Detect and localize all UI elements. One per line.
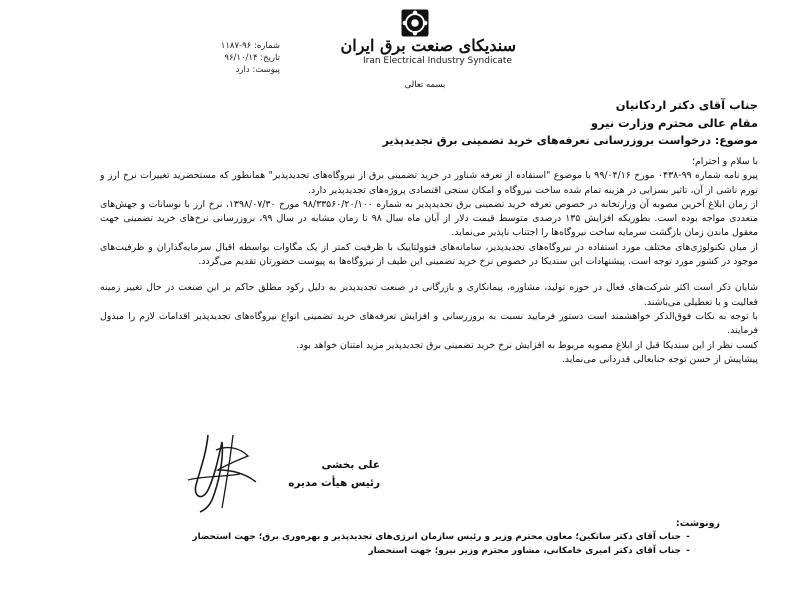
closing-line: پیشاپیش از حسن توجه جنابعالی قدردانی می‌نماید. <box>561 353 758 365</box>
cc-title: رونوشت: <box>675 518 720 529</box>
letter-date: تاریخ: ۹۶/۱۰/۱۴ <box>224 53 280 63</box>
letter-metadata <box>120 40 280 76</box>
body-paragraph: از میان تکنولوژی‌های مختلف مورد استفاده در نیروگاه‌های تجدیدپذیر، سامانه‌های فتوولتاییک با ظرفیت کمتر از یک مگاوات بواسطه اقبال سرمایه‌گذاران و ظرفیت‌های موجود در کشور مورد توجه است. پیشنهادات این سندیکا در خصوص نرخ خرید تضمینی این طیف از نیروگاه‌ها به پیوست حضورتان تقدیم می‌گردد. <box>100 241 758 268</box>
cc-item: -جناب آقای دکتر امیری خامکانی، مشاور محترم وزیر نیرو؛ جهت استحضار <box>368 546 690 556</box>
letter-attachment: پیوست: دارد <box>235 65 280 75</box>
greeting: با سلام و احترام؛ <box>692 156 758 167</box>
letter-body <box>100 155 758 367</box>
recipient-title: مقام عالی محترم وزارت نیرو <box>590 116 758 130</box>
body-paragraph: با توجه به نکات فوق‌الذکر خواهشمند است دستور فرمایید نسبت به بروزرسانی و افزایش تعرفه‌های خرید تضمینی انواع نیروگاه‌های تجدیدپذیر اقدامات لازم را مبذول فرمایند. <box>100 310 758 337</box>
org-name-fa: سندیکای صنعت برق ایران <box>340 36 516 55</box>
cc-item: -جناب آقای دکتر ساتکین؛ معاون محترم وزیر و رئیس سازمان انرژی‌های تجدیدپذیر و بهره‌وری برق؛ جهت استحضار <box>192 532 690 542</box>
org-name-en: Iran Electrical Industry Syndicate <box>362 56 512 66</box>
syndicate-emblem-icon <box>400 8 430 38</box>
signature-icon <box>178 430 268 515</box>
invocation: بسمه تعالی <box>404 80 446 90</box>
signatory-name: علی بخشی <box>321 459 380 471</box>
recipient-block <box>300 96 758 132</box>
body-paragraph: از زمان ابلاغ آخرین مصوبه آن وزارتخانه در خصوص تعرفه خرید تضمینی برق تجدیدپذیر به شماره ۹۸/۳۳۵۶۰/۲۰/۱۰۰ مورخ ۱۳۹۸/۰۷/۳۰، نرخ ارز با نوسانات و جهش‌های متعددی مواجه بوده است. بطوریکه افزایش ۱۳۵ درصدی متوسط قیمت دلار از آبان ماه سال ۹۸ تا زمان مشابه در سال ۹۹، بروزرسانی نرخ‌های خرید تضمینی جهت معقول ماندن زمان بازگشت سرمایه ساخت نیروگاه‌ها را اجتناب ناپذیر می‌نماید. <box>100 198 759 239</box>
signatory-title: رئیس هیأت مدیره <box>288 477 380 489</box>
letter-subject: موضوع: درخواست بروزرسانی تعرفه‌های خرید تضمینی برق تجدیدپذیر <box>382 134 758 147</box>
org-logo <box>300 6 522 66</box>
recipient-name: جناب آقای دکتر اردکانیان <box>615 98 758 112</box>
letter-number: شماره: ۹۶-۱۱۸۷ <box>220 41 280 51</box>
body-paragraph: شایان ذکر است اکثر شرکت‌های فعال در حوزه تولید، مشاوره، پیمانکاری و بازرگانی در صنعت تجدیدپذیر به دلیل رکود مطلق حاکم بر این صنعت در حال تغییر زمینه فعالیت و یا تعطیلی می‌باشند. <box>100 282 758 308</box>
body-paragraph: کسب نظر از این سندیکا قبل از ابلاغ مصوبه مربوط به افزایش نرخ خرید تضمینی برق تجدیدپذیر مزید امتنان خواهد بود. <box>296 339 758 351</box>
body-paragraph: پیرو نامه شماره ۹۹-۰۴۳۸ مورخ ۹۹/۰۴/۱۶ با موضوع "استفاده از تعرفه شناور در خرید تضمینی برق از نیروگاه‌های تجدیدپذیر" همانطور که مستحضرید تغییرات نرخ ارز و تورم ناشی از آن، تاثیر بسزایی در هزینه تمام شده ساخت نیروگاه و امکان سنجی اقتصادی پروژه‌های تجدیدپذیر دارد. <box>100 170 758 196</box>
cc-list <box>150 530 695 558</box>
